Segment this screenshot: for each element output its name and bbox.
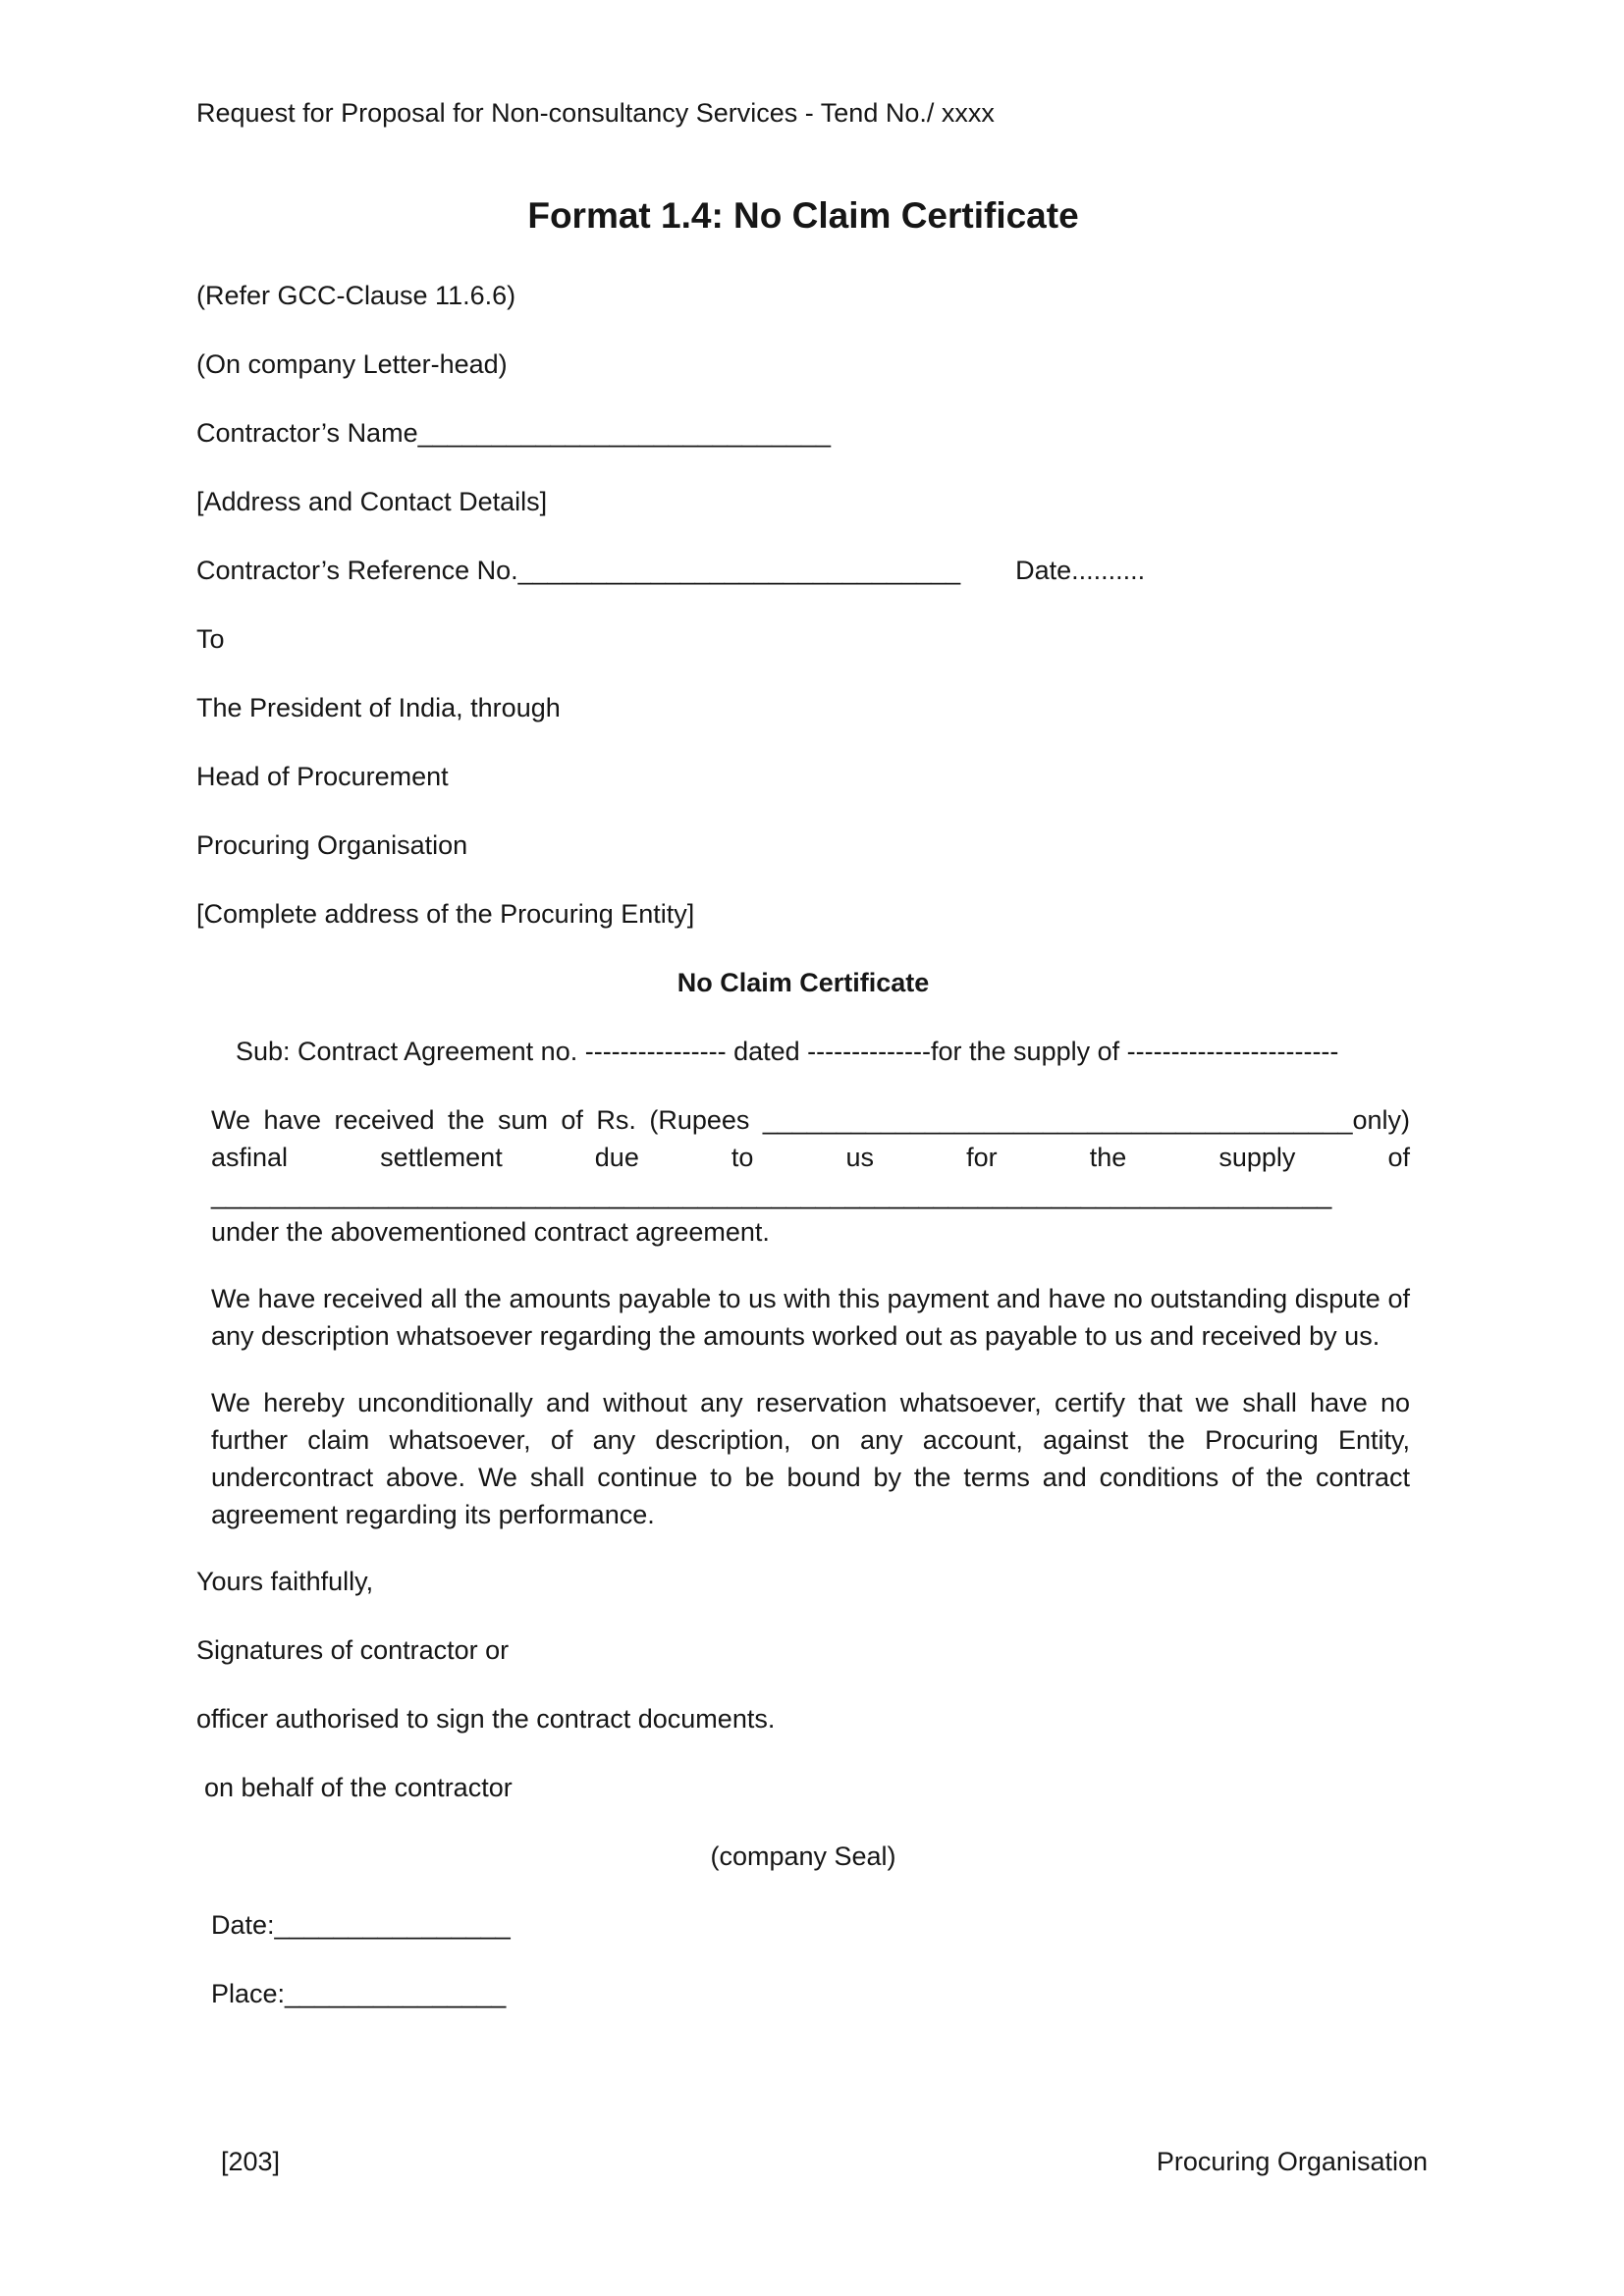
signatures-line-1: Signatures of contractor or [196,1635,510,1665]
head-procurement-line: Head of Procurement [196,762,449,791]
payment-line-1: We have received the sum of Rs. (Rupees ________________________________________only) [211,1105,1410,1135]
yours-faithfully-line: Yours faithfully, [196,1567,374,1596]
document-title: Format 1.4: No Claim Certificate [527,195,1079,236]
on-behalf-line: on behalf of the contractor [204,1773,513,1802]
payment-line-2: asfinal settlement due to us for the supply of [211,1143,1410,1172]
payment-blank-line: ____________________________________________________________________________ [211,1180,1332,1209]
footer-organisation-text: Procuring Organisation [1156,2147,1428,2176]
president-line: The President of India, through [196,693,561,722]
date-dots-text: Date.......... [1015,556,1146,585]
signatures-line-2: officer authorised to sign the contract documents. [196,1704,776,1734]
procuring-address-line: [Complete address of the Procuring Entity] [196,899,695,929]
reference-no-text: Contractor’s Reference No.______________________________ [196,556,961,585]
refer-clause-line: (Refer GCC-Clause 11.6.6) [196,281,516,310]
reference-date-row [196,552,1410,589]
address-contact-line: [Address and Contact Details] [196,487,548,516]
payment-line-4: under the abovementioned contract agreement. [211,1217,770,1247]
certificate-heading: No Claim Certificate [677,968,930,997]
payment-paragraph [211,1101,1410,1251]
contractor-name-line: Contractor’s Name____________________________ [196,418,832,448]
no-further-claim-paragraph: We hereby unconditionally and without any reservation whatsoever, certify that we shall have no further claim whatsoever, of any description, on any account, against the Procuring Entity, undercontract above. We shall continue to be bound by the terms and conditions of the contract agreement regarding its performance. [211,1388,1410,1529]
place-line: Place:_______________ [211,1979,507,2008]
amounts-received-paragraph: We have received all the amounts payable to us with this payment and have no outstanding dispute of any description whatsoever regarding the amounts worked out as payable to us and received by us. [211,1284,1410,1351]
page-footer [221,2143,1428,2180]
date-line: Date:________________ [211,1910,511,1940]
company-seal-line: (company Seal) [710,1842,896,1871]
company-letterhead-line: (On company Letter-head) [196,349,508,379]
subject-line: Sub: Contract Agreement no. ---------------- dated --------------for the supply of ------------------------ [236,1037,1339,1066]
procuring-org-line: Procuring Organisation [196,830,468,860]
to-line: To [196,624,225,654]
page-number: [203] [221,2147,281,2176]
header-text: Request for Proposal for Non-consultancy Services - Tend No./ xxxx [196,98,995,128]
